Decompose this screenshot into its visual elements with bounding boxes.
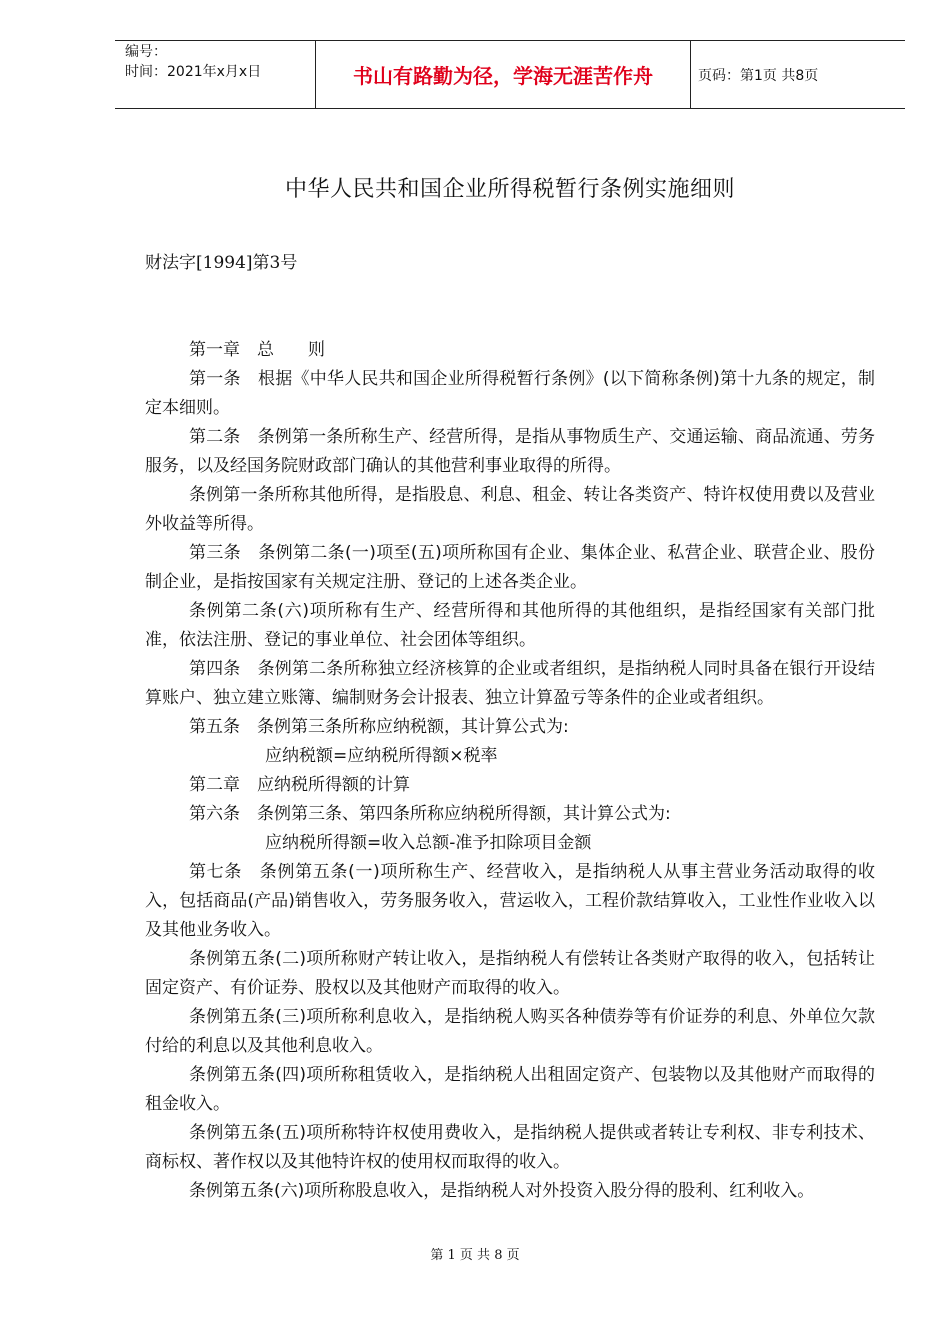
article-paragraph: 条例第五条(四)项所称租赁收入，是指纳税人出租固定资产、包装物以及其他财产而取得的租金收入。 [145,1065,875,1114]
article-paragraph: 条例第一条所称其他所得，是指股息、利息、租金、转让各类资产、特许权使用费以及营业外收益等所得。 [145,485,875,534]
article-paragraph: 条例第五条(三)项所称利息收入，是指纳税人购买各种债券等有价证券的利息、外单位欠款付给的利息以及其他利息收入。 [145,1007,875,1056]
article-paragraph: 条例第五条(五)项所称特许权使用费收入，是指纳税人提供或者转让专利权、非专利技术、商标权、著作权以及其他特许权的使用权而取得的收入。 [145,1123,875,1172]
article-paragraph: 第二条 条例第一条所称生产、经营所得，是指从事物质生产、交通运输、商品流通、劳务服务，以及经国务院财政部门确认的其他营利事业取得的所得。 [145,427,875,476]
chapter-heading: 第一章 总 则 [189,340,325,360]
header-slogan: 书山有路勤为径，学海无涯苦作舟 [353,64,653,88]
number-label: 编号： [125,44,167,60]
header-page-label: 页码：第1页 共8页 [698,68,819,84]
article-paragraph: 条例第五条(六)项所称股息收入，是指纳税人对外投资入股分得的股利、红利收入。 [189,1181,815,1201]
article-paragraph: 第四条 条例第二条所称独立经济核算的企业或者组织，是指纳税人同时具备在银行开设结算账户、独立建立账簿、编制财务会计报表、独立计算盈亏等条件的企业或者组织。 [145,659,875,708]
header-page-cell [690,41,905,108]
formula-line: 应纳税所得额=收入总额-准予扣除项目金额 [265,833,592,853]
article-paragraph: 第六条 条例第三条、第四条所称应纳税所得额，其计算公式为: [189,804,671,824]
document-title: 中华人民共和国企业所得税暂行条例实施细则 [284,177,735,202]
article-paragraph: 第五条 条例第三条所称应纳税额，其计算公式为: [189,717,569,737]
article-paragraph: 第一条 根据《中华人民共和国企业所得税暂行条例》(以下简称条例)第十九条的规定，制定本细则。 [145,369,875,418]
time-label: 时间：2021年x月x日 [125,64,262,80]
document-body [145,336,875,1206]
article-paragraph: 条例第二条(六)项所称有生产、经营所得和其他所得的其他组织，是指经国家有关部门批准，依法注册、登记的事业单位、社会团体等组织。 [145,601,875,650]
header-slogan-cell [315,41,691,108]
page-header-table [115,40,905,109]
formula-line: 应纳税额=应纳税所得额×税率 [265,746,498,766]
header-meta-cell [115,41,315,108]
document-number: 财法字[1994]第3号 [145,253,298,273]
page-footer: 第 1 页 共 8 页 [430,1248,520,1263]
article-paragraph: 条例第五条(二)项所称财产转让收入，是指纳税人有偿转让各类财产取得的收入，包括转让固定资产、有价证券、股权以及其他财产而取得的收入。 [145,949,875,998]
article-paragraph: 第三条 条例第二条(一)项至(五)项所称国有企业、集体企业、私营企业、联营企业、股份制企业，是指按国家有关规定注册、登记的上述各类企业。 [145,543,875,592]
chapter-heading: 第二章 应纳税所得额的计算 [189,775,410,795]
article-paragraph: 第七条 条例第五条(一)项所称生产、经营收入，是指纳税人从事主营业务活动取得的收入，包括商品(产品)销售收入，劳务服务收入，营运收入，工程价款结算收入，工业性作业收入以及其他业务收入。 [145,862,875,940]
